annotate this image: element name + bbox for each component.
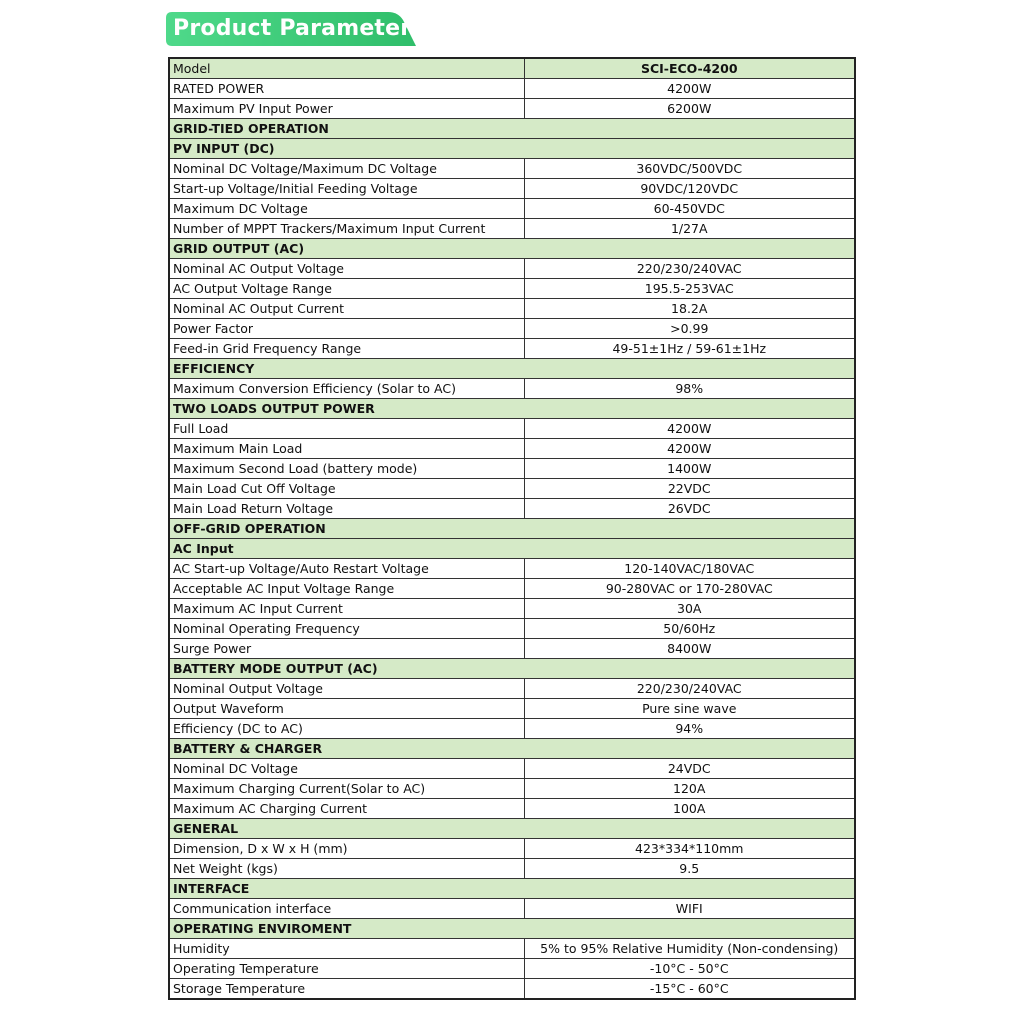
table-row xyxy=(169,639,855,659)
parameter-name: AC Output Voltage Range xyxy=(169,279,524,299)
section-title: EFFICIENCY xyxy=(169,359,855,379)
parameter-value: >0.99 xyxy=(524,319,855,339)
parameter-name: Nominal Operating Frequency xyxy=(169,619,524,639)
parameter-value: 120-140VAC/180VAC xyxy=(524,559,855,579)
table-row xyxy=(169,159,855,179)
parameter-name: Full Load xyxy=(169,419,524,439)
parameter-name: Surge Power xyxy=(169,639,524,659)
parameter-value: 1400W xyxy=(524,459,855,479)
table-row xyxy=(169,799,855,819)
section-title: AC Input xyxy=(169,539,855,559)
parameter-name: Nominal DC Voltage/Maximum DC Voltage xyxy=(169,159,524,179)
parameter-value: 4200W xyxy=(524,419,855,439)
parameter-name: Net Weight (kgs) xyxy=(169,859,524,879)
table-row xyxy=(169,199,855,219)
parameter-name: Output Waveform xyxy=(169,699,524,719)
parameter-name: Maximum Main Load xyxy=(169,439,524,459)
table-row xyxy=(169,379,855,399)
table-row xyxy=(169,419,855,439)
parameter-value: 4200W xyxy=(524,439,855,459)
section-title: OFF-GRID OPERATION xyxy=(169,519,855,539)
parameter-name: Maximum PV Input Power xyxy=(169,99,524,119)
parameter-value: 49-51±1Hz / 59-61±1Hz xyxy=(524,339,855,359)
parameter-name: Operating Temperature xyxy=(169,959,524,979)
parameter-name: Efficiency (DC to AC) xyxy=(169,719,524,739)
table-row xyxy=(169,219,855,239)
section-header-row xyxy=(169,919,855,939)
table-row xyxy=(169,679,855,699)
parameter-value: 195.5-253VAC xyxy=(524,279,855,299)
parameter-name: Maximum AC Charging Current xyxy=(169,799,524,819)
table-row xyxy=(169,79,855,99)
parameter-value: 4200W xyxy=(524,79,855,99)
parameter-name: Acceptable AC Input Voltage Range xyxy=(169,579,524,599)
section-header-row xyxy=(169,819,855,839)
model-value: SCI-ECO-4200 xyxy=(524,58,855,79)
parameter-name: RATED POWER xyxy=(169,79,524,99)
parameter-name: Maximum Second Load (battery mode) xyxy=(169,459,524,479)
parameter-name: Communication interface xyxy=(169,899,524,919)
section-title: PV INPUT (DC) xyxy=(169,139,855,159)
table-row xyxy=(169,859,855,879)
parameter-value: Pure sine wave xyxy=(524,699,855,719)
section-header-row xyxy=(169,119,855,139)
parameter-value: 98% xyxy=(524,379,855,399)
parameter-value: 120A xyxy=(524,779,855,799)
table-row xyxy=(169,459,855,479)
table-row xyxy=(169,479,855,499)
section-title: BATTERY & CHARGER xyxy=(169,739,855,759)
parameter-value: 423*334*110mm xyxy=(524,839,855,859)
section-title: INTERFACE xyxy=(169,879,855,899)
parameter-value: 90VDC/120VDC xyxy=(524,179,855,199)
parameter-value: 94% xyxy=(524,719,855,739)
section-header-row xyxy=(169,739,855,759)
table-row xyxy=(169,779,855,799)
parameter-name: Nominal Output Voltage xyxy=(169,679,524,699)
parameter-name: Storage Temperature xyxy=(169,979,524,1000)
section-header-row xyxy=(169,879,855,899)
parameter-name: Number of MPPT Trackers/Maximum Input Current xyxy=(169,219,524,239)
parameter-value: 5% to 95% Relative Humidity (Non-condensing) xyxy=(524,939,855,959)
section-header-row xyxy=(169,359,855,379)
table-row xyxy=(169,319,855,339)
parameter-name: Power Factor xyxy=(169,319,524,339)
table-row xyxy=(169,579,855,599)
table-row xyxy=(169,719,855,739)
parameter-name: Main Load Return Voltage xyxy=(169,499,524,519)
table-row xyxy=(169,559,855,579)
parameter-value: WIFI xyxy=(524,899,855,919)
parameter-value: 22VDC xyxy=(524,479,855,499)
table-row xyxy=(169,279,855,299)
table-row xyxy=(169,899,855,919)
parameter-value: 220/230/240VAC xyxy=(524,259,855,279)
table-row xyxy=(169,959,855,979)
table-row xyxy=(169,619,855,639)
table-row xyxy=(169,99,855,119)
table-row xyxy=(169,839,855,859)
parameter-value: 1/27A xyxy=(524,219,855,239)
parameter-name: Nominal AC Output Current xyxy=(169,299,524,319)
model-label: Model xyxy=(169,58,524,79)
table-row xyxy=(169,499,855,519)
table-row xyxy=(169,439,855,459)
parameter-value: 26VDC xyxy=(524,499,855,519)
parameter-value: 24VDC xyxy=(524,759,855,779)
banner-title: Product Parameter xyxy=(173,16,412,41)
section-header-row xyxy=(169,139,855,159)
parameter-name: Start-up Voltage/Initial Feeding Voltage xyxy=(169,179,524,199)
section-title: GENERAL xyxy=(169,819,855,839)
parameter-value: 18.2A xyxy=(524,299,855,319)
table-row xyxy=(169,339,855,359)
table-row xyxy=(169,939,855,959)
table-header-row xyxy=(169,58,855,79)
section-header-row xyxy=(169,239,855,259)
parameter-value: 8400W xyxy=(524,639,855,659)
parameter-name: Dimension, D x W x H (mm) xyxy=(169,839,524,859)
parameter-value: 90-280VAC or 170-280VAC xyxy=(524,579,855,599)
parameter-name: Main Load Cut Off Voltage xyxy=(169,479,524,499)
parameter-value: 9.5 xyxy=(524,859,855,879)
parameter-value: 30A xyxy=(524,599,855,619)
parameter-name: Maximum DC Voltage xyxy=(169,199,524,219)
section-title: GRID OUTPUT (AC) xyxy=(169,239,855,259)
section-header-row xyxy=(169,399,855,419)
section-header-row xyxy=(169,659,855,679)
parameter-value: 60-450VDC xyxy=(524,199,855,219)
section-title: OPERATING ENVIROMENT xyxy=(169,919,855,939)
product-parameter-banner xyxy=(166,12,416,46)
parameter-value: -10°C - 50°C xyxy=(524,959,855,979)
parameter-table xyxy=(168,57,856,1000)
table-row xyxy=(169,979,855,1000)
section-header-row xyxy=(169,539,855,559)
parameter-name: AC Start-up Voltage/Auto Restart Voltage xyxy=(169,559,524,579)
parameter-value: 6200W xyxy=(524,99,855,119)
table-row xyxy=(169,699,855,719)
parameter-value: 50/60Hz xyxy=(524,619,855,639)
parameter-name: Maximum Charging Current(Solar to AC) xyxy=(169,779,524,799)
parameter-value: 100A xyxy=(524,799,855,819)
parameter-name: Humidity xyxy=(169,939,524,959)
section-title: GRID-TIED OPERATION xyxy=(169,119,855,139)
parameter-name: Feed-in Grid Frequency Range xyxy=(169,339,524,359)
section-title: BATTERY MODE OUTPUT (AC) xyxy=(169,659,855,679)
table-row xyxy=(169,179,855,199)
section-header-row xyxy=(169,519,855,539)
parameter-value: 360VDC/500VDC xyxy=(524,159,855,179)
parameter-name: Nominal AC Output Voltage xyxy=(169,259,524,279)
table-row xyxy=(169,299,855,319)
parameter-name: Maximum Conversion Efficiency (Solar to AC) xyxy=(169,379,524,399)
parameter-name: Maximum AC Input Current xyxy=(169,599,524,619)
parameter-name: Nominal DC Voltage xyxy=(169,759,524,779)
section-title: TWO LOADS OUTPUT POWER xyxy=(169,399,855,419)
table-row xyxy=(169,259,855,279)
table-row xyxy=(169,599,855,619)
parameter-value: -15°C - 60°C xyxy=(524,979,855,1000)
table-row xyxy=(169,759,855,779)
parameter-value: 220/230/240VAC xyxy=(524,679,855,699)
